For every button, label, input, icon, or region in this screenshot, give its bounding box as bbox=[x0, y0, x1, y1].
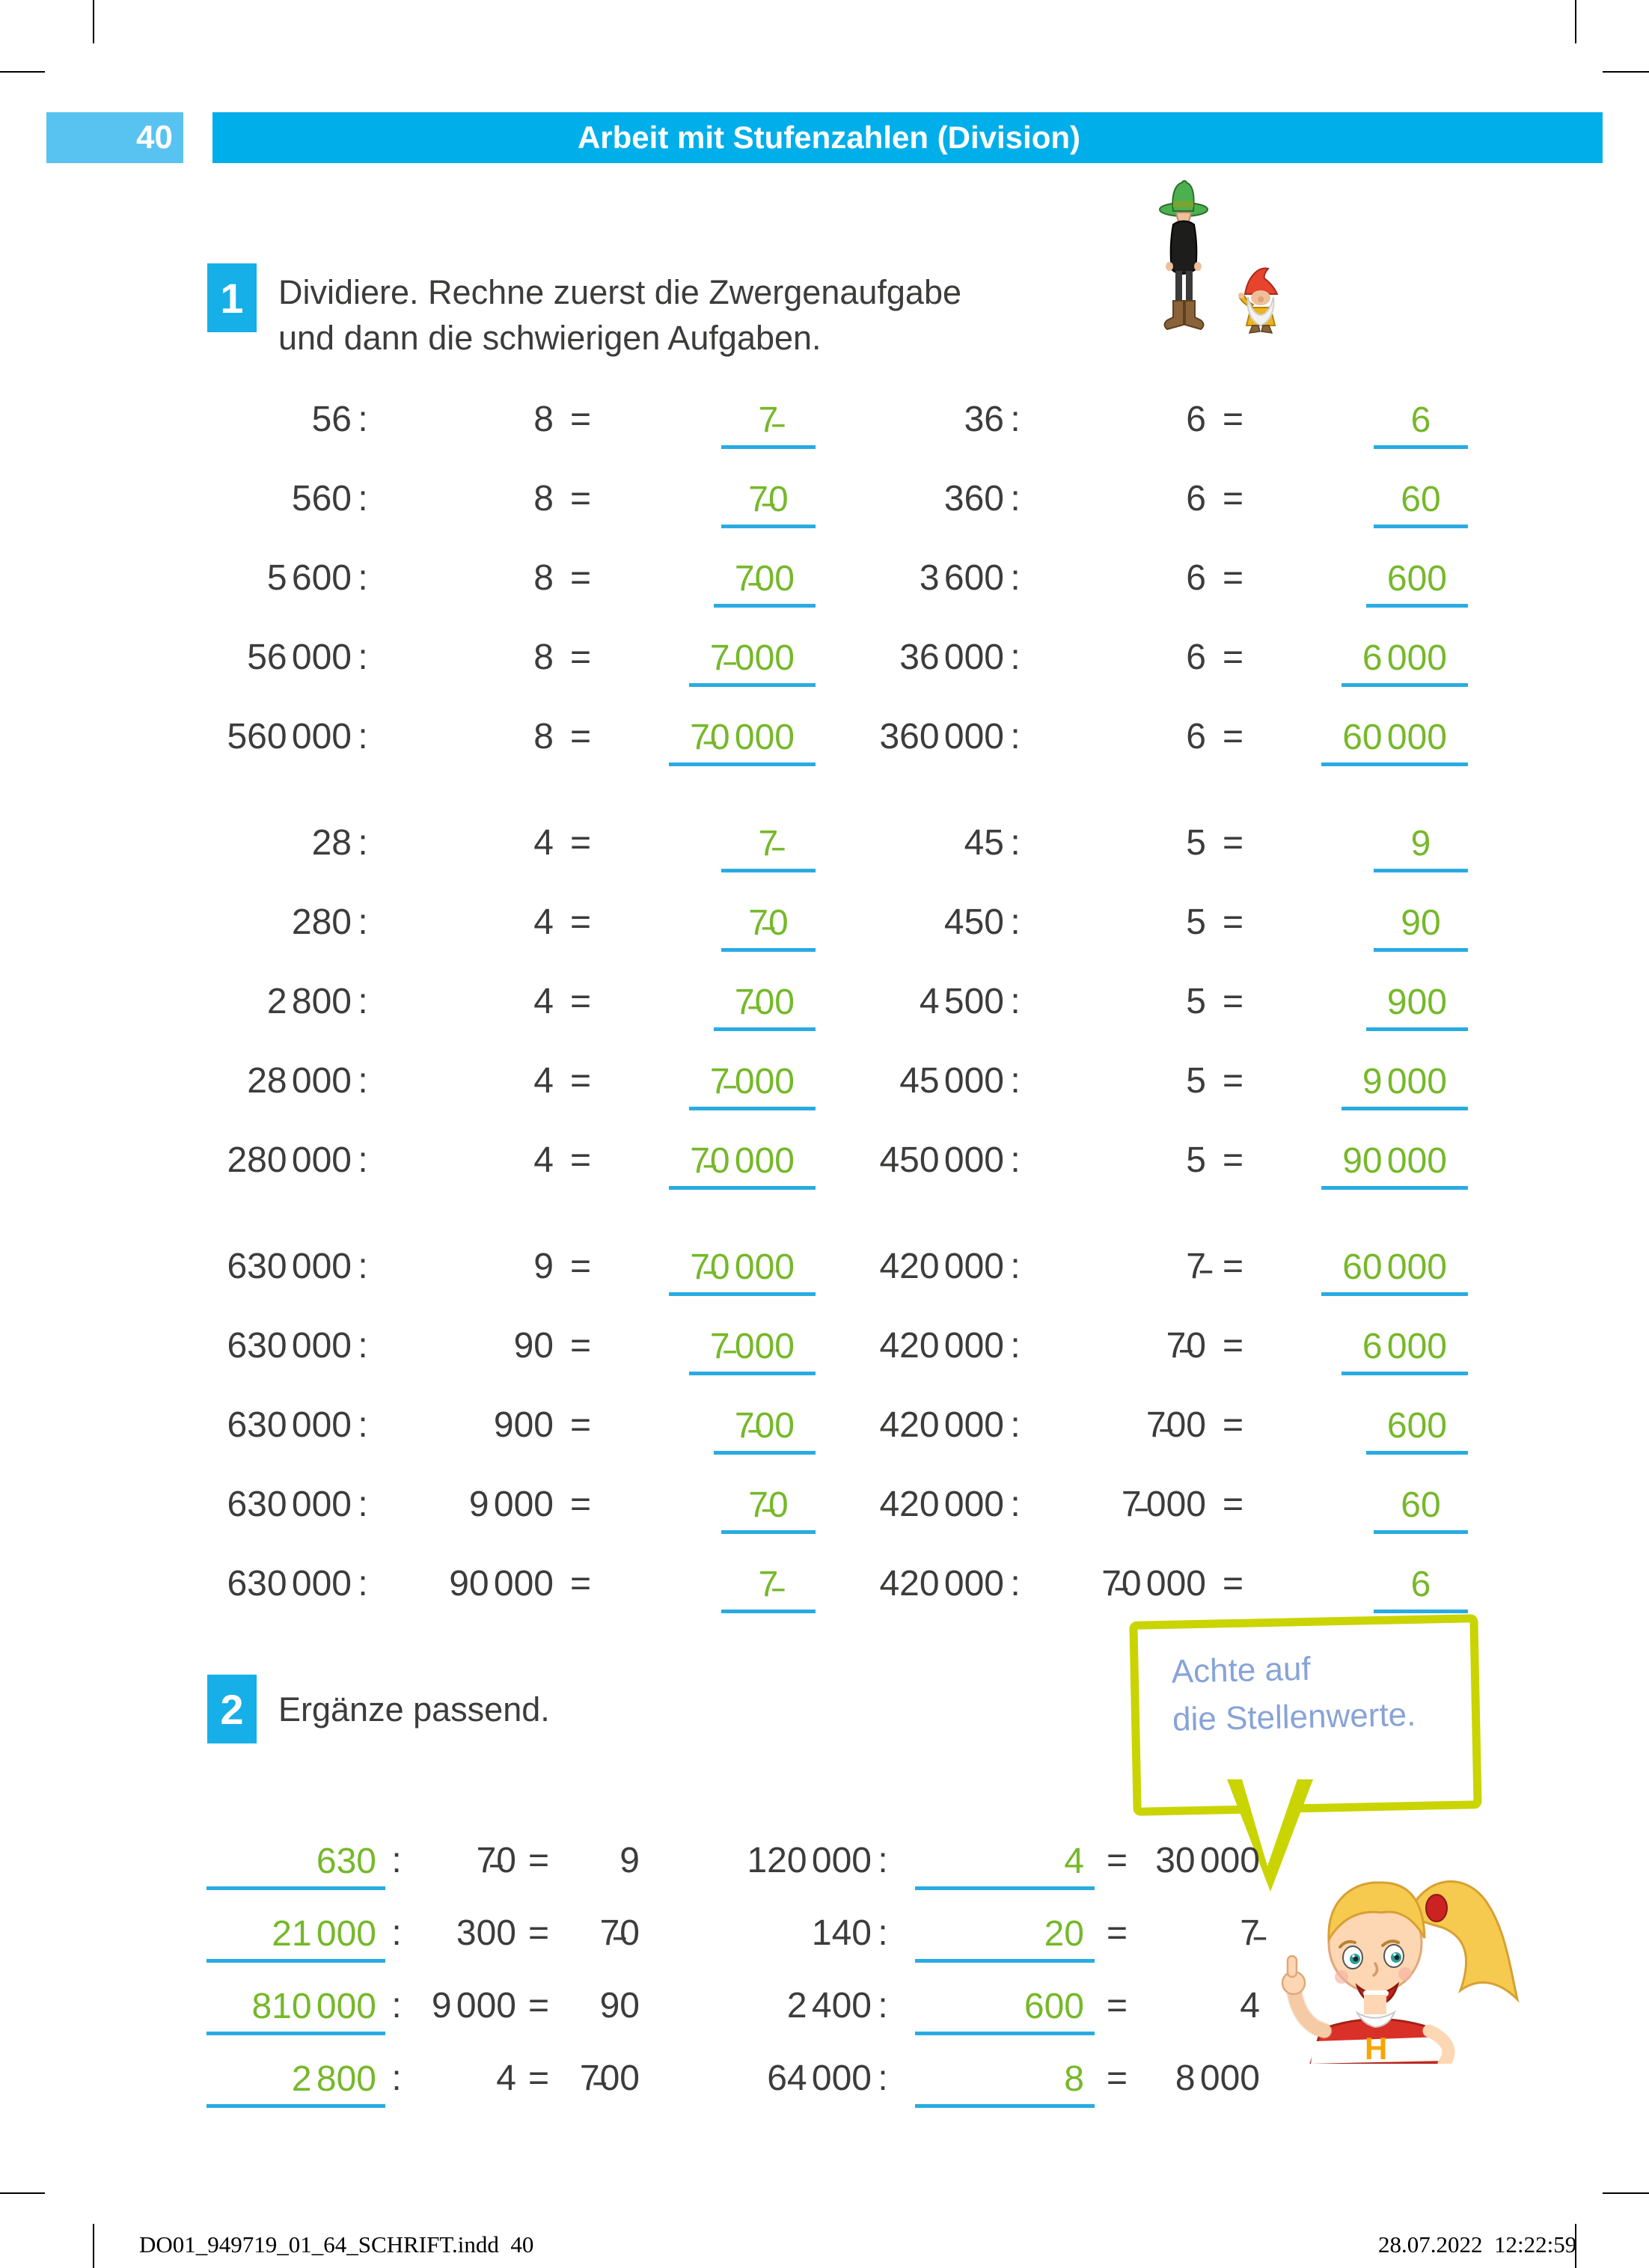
answer-value: 7̵0 bbox=[721, 902, 816, 952]
answer-value: 600 bbox=[1366, 1405, 1468, 1455]
answer-value: 7̵ bbox=[721, 1564, 816, 1613]
dividend: 64 000 bbox=[767, 2058, 872, 2098]
equals-sign: = bbox=[1106, 2058, 1128, 2098]
dividend: 280 000 bbox=[227, 1140, 352, 1180]
colon-sign: : bbox=[358, 558, 368, 598]
dividend: 450 000 bbox=[879, 1140, 1004, 1180]
answer-line[interactable] bbox=[1260, 400, 1468, 449]
answer-line[interactable] bbox=[1260, 1140, 1468, 1190]
equals-sign: = bbox=[1106, 1986, 1128, 2026]
problem-column-left bbox=[112, 1248, 816, 1645]
divisor: 7̵ bbox=[1186, 1247, 1206, 1286]
equals-sign: = bbox=[1222, 982, 1244, 1021]
divisor: 8 bbox=[533, 638, 554, 677]
colon-sign: : bbox=[1010, 982, 1021, 1021]
answer-value: 7̵0 bbox=[721, 479, 816, 528]
colon-sign: : bbox=[1010, 823, 1021, 863]
answer-value: 6 000 bbox=[1341, 638, 1468, 687]
task-2-instruction: Ergänze passend. bbox=[278, 1690, 550, 1728]
result: 9 bbox=[619, 1841, 640, 1880]
equals-sign: = bbox=[569, 982, 592, 1021]
problem-column-right bbox=[765, 401, 1468, 798]
dividend: 420 000 bbox=[879, 1405, 1004, 1445]
equals-sign: = bbox=[1222, 1326, 1244, 1366]
divisor: 6 bbox=[1186, 558, 1206, 598]
colon-sign: : bbox=[1010, 638, 1021, 677]
division-problem bbox=[765, 480, 1468, 528]
colon-sign: : bbox=[1010, 1405, 1021, 1445]
equals-sign: = bbox=[569, 1564, 592, 1604]
result: 7̵0 bbox=[599, 1913, 640, 1953]
equals-sign: = bbox=[569, 1326, 592, 1366]
crop-mark bbox=[93, 0, 94, 43]
answer-line[interactable] bbox=[138, 2058, 385, 2108]
divisor: 6 bbox=[1186, 717, 1206, 756]
fill-in-problem bbox=[621, 1841, 1279, 1890]
answer-value: 7̵0 bbox=[721, 1485, 816, 1534]
divisor: 90 000 bbox=[449, 1564, 554, 1604]
answer-value: 2 800 bbox=[206, 2058, 385, 2108]
fill-in-problem bbox=[138, 1913, 685, 1963]
equals-sign: = bbox=[527, 1841, 550, 1880]
divisor: 4 bbox=[533, 902, 554, 942]
result: 8 000 bbox=[1175, 2058, 1260, 2098]
colon-sign: : bbox=[1010, 1247, 1021, 1286]
divisor: 90 bbox=[513, 1326, 554, 1366]
equals-sign: = bbox=[1222, 638, 1244, 677]
answer-value: 9 bbox=[1374, 823, 1468, 872]
divisor: 5 bbox=[1186, 1061, 1206, 1101]
problem-column-right bbox=[765, 825, 1468, 1221]
equals-sign: = bbox=[1222, 1140, 1244, 1180]
footer-file-name: DO01_949719_01_64_SCHRIFT.indd 40 bbox=[139, 2231, 534, 2258]
divisor: 4 bbox=[533, 1140, 554, 1180]
colon-sign: : bbox=[1010, 1061, 1021, 1101]
problem-column-left bbox=[112, 825, 816, 1221]
colon-sign: : bbox=[358, 400, 368, 439]
divisor: 9 bbox=[533, 1247, 554, 1286]
colon-sign: : bbox=[358, 1326, 368, 1366]
divisor: 9 000 bbox=[468, 1485, 554, 1524]
dividend: 630 000 bbox=[227, 1247, 352, 1286]
answer-line[interactable] bbox=[1260, 717, 1468, 766]
division-problem bbox=[112, 1565, 816, 1613]
division-problem bbox=[112, 718, 816, 766]
colon-sign: : bbox=[391, 1913, 402, 1953]
equals-sign: = bbox=[527, 1913, 550, 1953]
divisor: 4 bbox=[533, 1061, 554, 1101]
fill-in-column-left bbox=[138, 1841, 685, 2137]
division-problem bbox=[765, 825, 1468, 872]
divisor: 7̵ 000 bbox=[1121, 1485, 1206, 1524]
speech-bubble-line: die Stellenwerte. bbox=[1172, 1696, 1416, 1738]
answer-value: 900 bbox=[1366, 982, 1468, 1031]
colon-sign: : bbox=[1010, 1485, 1021, 1524]
answer-value: 7̵ 000 bbox=[689, 638, 816, 687]
answer-value: 600 bbox=[1366, 558, 1468, 608]
problem-column-left bbox=[112, 401, 816, 798]
dividend: 5 600 bbox=[266, 558, 352, 598]
division-problem bbox=[765, 904, 1468, 952]
colon-sign: : bbox=[1010, 1564, 1021, 1604]
dividend: 630 000 bbox=[227, 1405, 352, 1445]
divisor: 6 bbox=[1186, 638, 1206, 677]
dividend: 2 400 bbox=[786, 1986, 872, 2026]
answer-value: 7̵ 000 bbox=[689, 1061, 816, 1110]
crop-mark bbox=[0, 2192, 45, 2194]
equals-sign: = bbox=[1222, 1061, 1244, 1101]
answer-value: 60 000 bbox=[1321, 717, 1468, 766]
answer-value: 8 bbox=[915, 2058, 1095, 2108]
answer-value: 4 bbox=[915, 1841, 1095, 1890]
answer-value: 810 000 bbox=[206, 1986, 385, 2035]
equals-sign: = bbox=[569, 1061, 592, 1101]
equals-sign: = bbox=[569, 1405, 592, 1445]
dividend: 120 000 bbox=[747, 1841, 872, 1880]
colon-sign: : bbox=[878, 1841, 888, 1880]
colon-sign: : bbox=[391, 2058, 402, 2098]
result: 90 bbox=[599, 1986, 640, 2026]
answer-line[interactable] bbox=[1260, 558, 1468, 608]
divisor: 5 bbox=[1186, 823, 1206, 863]
answer-line[interactable] bbox=[894, 1913, 1095, 1963]
answer-value: 6 bbox=[1374, 400, 1468, 449]
equals-sign: = bbox=[569, 1140, 592, 1180]
answer-value: 21 000 bbox=[206, 1913, 385, 1963]
dividend: 140 bbox=[811, 1913, 872, 1953]
colon-sign: : bbox=[358, 1247, 368, 1286]
dividend: 280 bbox=[291, 902, 352, 942]
answer-value: 90 000 bbox=[1321, 1140, 1468, 1190]
answer-value: 7̵0 000 bbox=[669, 1140, 816, 1190]
colon-sign: : bbox=[358, 823, 368, 863]
speech-bubble-line: Achte auf bbox=[1171, 1650, 1312, 1690]
division-problem bbox=[112, 1407, 816, 1455]
answer-line[interactable] bbox=[1260, 1485, 1468, 1534]
division-problem bbox=[765, 1565, 1468, 1613]
fill-in-problem bbox=[621, 2058, 1279, 2108]
equals-sign: = bbox=[1106, 1913, 1128, 1953]
fill-in-problem bbox=[621, 1913, 1279, 1963]
answer-line[interactable] bbox=[138, 1913, 385, 1963]
divisor: 6 bbox=[1186, 400, 1206, 439]
equals-sign: = bbox=[569, 823, 592, 863]
division-problem bbox=[112, 639, 816, 687]
colon-sign: : bbox=[1010, 400, 1021, 439]
divisor: 7̵00 bbox=[1145, 1405, 1206, 1445]
equals-sign: = bbox=[569, 902, 592, 942]
result: 30 000 bbox=[1155, 1841, 1260, 1880]
division-problem bbox=[765, 1327, 1468, 1375]
division-problem bbox=[112, 1327, 816, 1375]
division-problem bbox=[765, 1248, 1468, 1296]
dividend: 360 bbox=[943, 479, 1004, 519]
division-problem bbox=[765, 1142, 1468, 1190]
answer-line[interactable] bbox=[1260, 638, 1468, 687]
colon-sign: : bbox=[1010, 558, 1021, 598]
divisor: 8 bbox=[533, 717, 554, 756]
shirt-letter: H bbox=[1365, 2031, 1388, 2064]
answer-line[interactable] bbox=[1260, 982, 1468, 1031]
equals-sign: = bbox=[569, 558, 592, 598]
equals-sign: = bbox=[1222, 1405, 1244, 1445]
divisor: 9 000 bbox=[431, 1986, 516, 2026]
colon-sign: : bbox=[358, 479, 368, 519]
result: 7̵ bbox=[1240, 1913, 1260, 1953]
divisor: 5 bbox=[1186, 902, 1206, 942]
page-number-badge: 40 bbox=[46, 112, 183, 163]
answer-value: 7̵ 000 bbox=[689, 1326, 816, 1375]
answer-value: 7̵0 000 bbox=[669, 717, 816, 766]
answer-value: 6 000 bbox=[1341, 1326, 1468, 1375]
equals-sign: = bbox=[1222, 1247, 1244, 1286]
division-problem bbox=[112, 1063, 816, 1110]
dividend: 56 000 bbox=[247, 638, 352, 677]
instruction-line: Dividiere. Rechne zuerst die Zwergenaufgabe bbox=[278, 273, 962, 311]
colon-sign: : bbox=[358, 982, 368, 1021]
divisor: 4 bbox=[533, 982, 554, 1021]
answer-value: 7̵00 bbox=[714, 558, 816, 608]
crop-mark bbox=[0, 71, 45, 73]
answer-value: 20 bbox=[915, 1913, 1095, 1963]
dividend: 45 000 bbox=[899, 1061, 1004, 1101]
colon-sign: : bbox=[1010, 1140, 1021, 1180]
crop-mark bbox=[93, 2224, 94, 2268]
equals-sign: = bbox=[1222, 558, 1244, 598]
answer-value: 7̵00 bbox=[714, 982, 816, 1031]
dividend: 4 500 bbox=[919, 982, 1004, 1021]
colon-sign: : bbox=[1010, 1326, 1021, 1366]
equals-sign: = bbox=[569, 638, 592, 677]
division-problem bbox=[765, 718, 1468, 766]
answer-line[interactable] bbox=[894, 1841, 1095, 1890]
crop-mark bbox=[1603, 71, 1649, 73]
answer-line[interactable] bbox=[1260, 1405, 1468, 1455]
instruction-line: und dann die schwierigen Aufgaben. bbox=[278, 319, 822, 357]
fill-in-column-right bbox=[621, 1841, 1279, 2137]
equals-sign: = bbox=[569, 1485, 592, 1524]
divisor: 8 bbox=[533, 558, 554, 598]
colon-sign: : bbox=[878, 1913, 888, 1953]
division-problem bbox=[765, 1063, 1468, 1110]
task-1-instruction bbox=[278, 269, 961, 361]
dividend: 450 bbox=[943, 902, 1004, 942]
equals-sign: = bbox=[1222, 902, 1244, 942]
dividend: 630 000 bbox=[227, 1485, 352, 1524]
answer-value: 60 bbox=[1374, 479, 1468, 528]
divisor: 8 bbox=[533, 400, 554, 439]
division-problem bbox=[112, 480, 816, 528]
colon-sign: : bbox=[1010, 902, 1021, 942]
divisor: 6 bbox=[1186, 479, 1206, 519]
answer-line[interactable] bbox=[894, 1986, 1095, 2035]
equals-sign: = bbox=[569, 1247, 592, 1286]
division-problem bbox=[765, 560, 1468, 608]
divisor: 7̵0 bbox=[1166, 1326, 1206, 1366]
page-title-bar bbox=[212, 112, 1603, 163]
divisor: 4 bbox=[496, 2058, 516, 2098]
page-title: Arbeit mit Stufenzahlen (Division) bbox=[577, 120, 1081, 155]
problem-column-right bbox=[765, 1248, 1468, 1645]
answer-line[interactable] bbox=[1260, 1061, 1468, 1110]
division-problem bbox=[765, 1486, 1468, 1534]
crop-mark bbox=[1575, 0, 1576, 43]
answer-value: 7̵ bbox=[721, 823, 816, 872]
dividend: 360 000 bbox=[879, 717, 1004, 756]
division-problem bbox=[765, 1407, 1468, 1455]
equals-sign: = bbox=[1106, 1841, 1128, 1880]
colon-sign: : bbox=[878, 2058, 888, 2098]
divisor: 7̵0 000 bbox=[1101, 1564, 1206, 1604]
division-problem bbox=[112, 825, 816, 872]
dividend: 630 000 bbox=[227, 1326, 352, 1366]
footer-timestamp: 28.07.2022 12:22:59 bbox=[1378, 2231, 1577, 2258]
large-dwarf-illustration bbox=[1158, 178, 1209, 335]
colon-sign: : bbox=[391, 1986, 402, 2026]
fill-in-problem bbox=[138, 1986, 685, 2035]
divisor: 5 bbox=[1186, 1140, 1206, 1180]
equals-sign: = bbox=[1222, 1485, 1244, 1524]
answer-line[interactable] bbox=[138, 1841, 385, 1890]
answer-value: 600 bbox=[915, 1986, 1095, 2035]
divisor: 7̵0 bbox=[476, 1841, 516, 1880]
division-problem bbox=[112, 1142, 816, 1190]
dividend: 630 000 bbox=[227, 1564, 352, 1604]
dividend: 420 000 bbox=[879, 1485, 1004, 1524]
answer-value: 9 000 bbox=[1341, 1061, 1468, 1110]
divisor: 300 bbox=[456, 1913, 516, 1953]
division-problem bbox=[112, 401, 816, 449]
answer-line[interactable] bbox=[1260, 902, 1468, 952]
fill-in-problem bbox=[138, 1841, 685, 1890]
answer-line[interactable] bbox=[1260, 1247, 1468, 1296]
equals-sign: = bbox=[527, 2058, 550, 2098]
answer-value: 7̵ bbox=[721, 400, 816, 449]
dividend: 420 000 bbox=[879, 1247, 1004, 1286]
colon-sign: : bbox=[1010, 717, 1021, 756]
equals-sign: = bbox=[1222, 1564, 1244, 1604]
division-problem bbox=[765, 401, 1468, 449]
division-problem bbox=[765, 983, 1468, 1031]
dividend: 560 bbox=[291, 479, 352, 519]
colon-sign: : bbox=[391, 1841, 402, 1880]
division-problem bbox=[112, 1248, 816, 1296]
equals-sign: = bbox=[1222, 479, 1244, 519]
equals-sign: = bbox=[527, 1986, 550, 2026]
answer-line[interactable] bbox=[1260, 823, 1468, 872]
divisor: 8 bbox=[533, 479, 554, 519]
equals-sign: = bbox=[569, 400, 592, 439]
fill-in-problem bbox=[621, 1986, 1279, 2035]
dividend: 56 bbox=[311, 400, 352, 439]
division-problem bbox=[112, 560, 816, 608]
equals-sign: = bbox=[569, 717, 592, 756]
answer-value: 7̵0 000 bbox=[669, 1247, 816, 1296]
fill-in-problem bbox=[138, 2058, 685, 2108]
division-problems bbox=[112, 401, 1594, 1621]
dividend: 560 000 bbox=[227, 717, 352, 756]
division-problem bbox=[112, 1486, 816, 1534]
divisor: 5 bbox=[1186, 982, 1206, 1021]
dividend: 3 600 bbox=[919, 558, 1004, 598]
equals-sign: = bbox=[1222, 717, 1244, 756]
dividend: 36 000 bbox=[899, 638, 1004, 677]
answer-line[interactable] bbox=[1260, 1564, 1468, 1613]
colon-sign: : bbox=[358, 1405, 368, 1445]
colon-sign: : bbox=[358, 1140, 368, 1180]
answer-value: 60 000 bbox=[1321, 1247, 1468, 1296]
task-1-number-badge: 1 bbox=[207, 263, 257, 332]
answer-line[interactable] bbox=[894, 2058, 1095, 2108]
dividend: 420 000 bbox=[879, 1326, 1004, 1366]
colon-sign: : bbox=[1010, 479, 1021, 519]
answer-value: 630 bbox=[206, 1841, 385, 1890]
colon-sign: : bbox=[358, 638, 368, 677]
divisor: 4 bbox=[533, 823, 554, 863]
dividend: 45 bbox=[964, 823, 1004, 863]
result: 7̵00 bbox=[579, 2058, 640, 2098]
divisor: 900 bbox=[493, 1405, 554, 1445]
answer-value: 6 bbox=[1374, 1564, 1468, 1613]
colon-sign: : bbox=[358, 1061, 368, 1101]
equals-sign: = bbox=[1222, 823, 1244, 863]
girl-character-illustration bbox=[1269, 1871, 1526, 2064]
answer-line[interactable] bbox=[1260, 479, 1468, 528]
division-problem bbox=[112, 904, 816, 952]
answer-line[interactable] bbox=[1260, 1326, 1468, 1375]
colon-sign: : bbox=[358, 717, 368, 756]
colon-sign: : bbox=[358, 1485, 368, 1524]
division-problem bbox=[765, 639, 1468, 687]
dividend: 2 800 bbox=[266, 982, 352, 1021]
answer-line[interactable] bbox=[138, 1986, 385, 2035]
dividend: 28 bbox=[311, 823, 352, 863]
answer-value: 90 bbox=[1374, 902, 1468, 952]
result: 4 bbox=[1240, 1986, 1260, 2026]
dividend: 28 000 bbox=[247, 1061, 352, 1101]
answer-value: 7̵00 bbox=[714, 1405, 816, 1455]
small-dwarf-illustration bbox=[1236, 264, 1285, 335]
colon-sign: : bbox=[358, 902, 368, 942]
colon-sign: : bbox=[358, 1564, 368, 1604]
dividend: 36 bbox=[964, 400, 1004, 439]
answer-value: 60 bbox=[1374, 1485, 1468, 1534]
division-problem bbox=[112, 983, 816, 1031]
colon-sign: : bbox=[878, 1986, 888, 2026]
task-2-number-badge: 2 bbox=[207, 1675, 257, 1743]
equals-sign: = bbox=[1222, 400, 1244, 439]
equals-sign: = bbox=[569, 479, 592, 519]
crop-mark bbox=[1603, 2192, 1649, 2194]
dividend: 420 000 bbox=[879, 1564, 1004, 1604]
